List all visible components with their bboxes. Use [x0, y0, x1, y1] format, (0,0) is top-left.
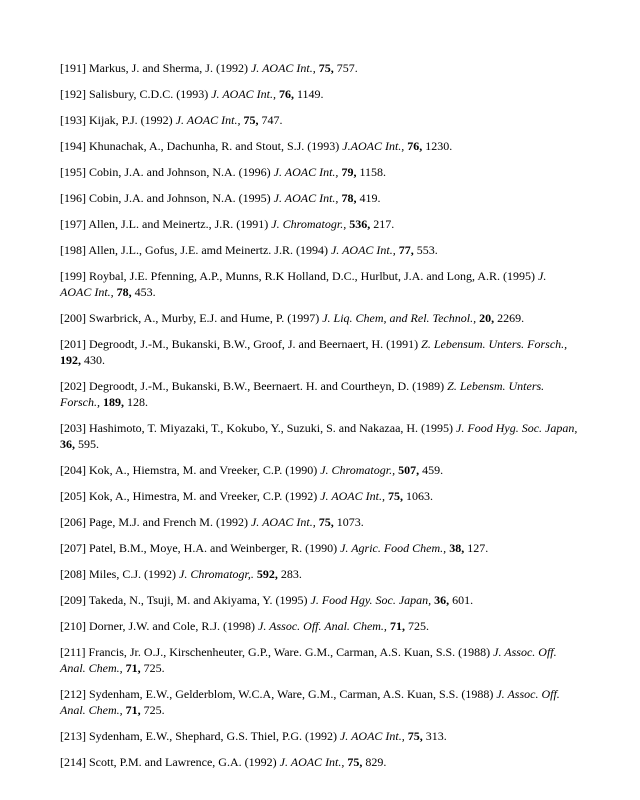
reference-item: [60, 728, 580, 744]
reference-pages: 313.: [422, 729, 447, 743]
reference-authors: [211] Francis, Jr. O.J., Kirschenheuter, G.P., Ware. G.M., Carman, A.S. Kuan, S.S. (1988): [60, 645, 494, 659]
reference-volume: 71,: [386, 619, 405, 633]
reference-item: [60, 336, 580, 368]
reference-journal: J. AOAC Int.,: [250, 515, 316, 529]
reference-journal: J. AOAC Int.,: [330, 243, 396, 257]
reference-item: [60, 112, 580, 128]
reference-authors: [193] Kijak, P.J. (1992): [60, 113, 176, 127]
reference-pages: 1063.: [402, 489, 433, 503]
reference-volume: 36,: [60, 437, 75, 451]
reference-item: [60, 190, 580, 206]
reference-volume: 507,: [395, 463, 420, 477]
reference-authors: [207] Patel, B.M., Moye, H.A. and Weinberger, R. (1990): [60, 541, 341, 555]
reference-volume: 77,: [395, 243, 414, 257]
reference-item: [60, 216, 580, 232]
reference-item: [60, 164, 580, 180]
reference-item: [60, 268, 580, 300]
reference-authors: [204] Kok, A., Hiemstra, M. and Vreeker, C.P. (1990): [60, 463, 321, 477]
reference-journal: J. Chromatogr.,: [271, 217, 347, 231]
reference-authors: [195] Cobin, J.A. and Johnson, N.A. (1996): [60, 165, 274, 179]
reference-volume: 75,: [344, 755, 363, 769]
reference-authors: [196] Cobin, J.A. and Johnson, N.A. (1995): [60, 191, 274, 205]
reference-item: [60, 592, 580, 608]
reference-item: [60, 618, 580, 634]
reference-authors: [209] Takeda, N., Tsuji, M. and Akiyama, Y. (1995): [60, 593, 311, 607]
reference-journal: J. Food Hgy. Soc. Japan,: [310, 593, 432, 607]
reference-volume: 79,: [338, 165, 357, 179]
reference-journal: J. AOAC Int.,: [339, 729, 405, 743]
reference-journal: J. Assoc. Off. Anal. Chem.,: [60, 687, 560, 717]
reference-item: [60, 462, 580, 478]
reference-pages: 453.: [131, 285, 156, 299]
reference-journal: J. Food Hyg. Soc. Japan,: [456, 421, 578, 435]
reference-volume: 76,: [276, 87, 294, 101]
reference-item: [60, 644, 580, 676]
reference-authors: [197] Allen, J.L. and Meinertz., J.R. (1991): [60, 217, 272, 231]
reference-pages: 459.: [419, 463, 444, 477]
reference-journal: J. AOAC Int.,: [273, 165, 339, 179]
reference-journal: J. Chromatogr,.: [179, 567, 254, 581]
reference-authors: [202] Degroodt, J.-M., Bukanski, B.W., Beernaert. H. and Courtheyn, D. (1989): [60, 379, 448, 393]
reference-pages: 601.: [449, 593, 474, 607]
reference-item: [60, 60, 580, 76]
reference-authors: [200] Swarbrick, A., Murby, E.J. and Hume, P. (1997): [60, 311, 323, 325]
reference-pages: 419.: [356, 191, 381, 205]
reference-volume: 38,: [446, 541, 465, 555]
reference-journal: J. Chromatogr.,: [320, 463, 396, 477]
reference-authors: [192] Salisbury, C.D.C. (1993): [60, 87, 212, 101]
reference-pages: 757.: [333, 61, 358, 75]
reference-authors: [203] Hashimoto, T. Miyazaki, T., Kokubo, Y., Suzuki, S. and Nakazaa, H. (1995): [60, 421, 457, 435]
reference-authors: [191] Markus, J. and Sherma, J. (1992): [60, 61, 251, 75]
reference-item: [60, 686, 580, 718]
reference-pages: 128.: [124, 395, 148, 409]
reference-pages: 553.: [413, 243, 438, 257]
reference-volume: 75,: [315, 515, 334, 529]
reference-pages: 595.: [75, 437, 99, 451]
reference-item: [60, 514, 580, 530]
reference-authors: [214] Scott, P.M. and Lawrence, G.A. (1992): [60, 755, 280, 769]
reference-pages: 430.: [81, 353, 105, 367]
reference-list: [60, 60, 580, 780]
reference-volume: 75,: [315, 61, 334, 75]
reference-pages: 2269.: [494, 311, 525, 325]
reference-authors: [198] Allen, J.L., Gofus, J.E. amd Meinertz. J.R. (1994): [60, 243, 331, 257]
reference-item: [60, 242, 580, 258]
reference-item: [60, 420, 580, 452]
reference-journal: J. AOAC Int.,: [250, 61, 316, 75]
reference-journal: J. Assoc. Off. Anal. Chem.,: [258, 619, 387, 633]
reference-volume: 75,: [404, 729, 423, 743]
reference-authors: [206] Page, M.J. and French M. (1992): [60, 515, 251, 529]
reference-pages: 1230.: [422, 139, 453, 153]
reference-item: [60, 310, 580, 326]
reference-authors: [210] Dorner, J.W. and Cole, R.J. (1998): [60, 619, 259, 633]
reference-pages: 725.: [140, 661, 165, 675]
reference-pages: 1158.: [356, 165, 386, 179]
reference-volume: 78,: [113, 285, 132, 299]
reference-item: [60, 138, 580, 154]
reference-volume: 75,: [240, 113, 259, 127]
reference-pages: 829.: [362, 755, 387, 769]
reference-item: [60, 86, 580, 102]
reference-authors: [208] Miles, C.J. (1992): [60, 567, 179, 581]
reference-volume: 75,: [384, 489, 403, 503]
reference-authors: [201] Degroodt, J.-M., Bukanski, B.W., Groof, J. and Beernaert, H. (1991): [60, 337, 422, 351]
reference-pages: 283.: [277, 567, 302, 581]
reference-authors: [194] Khunachak, A., Dachunha, R. and Stout, S.J. (1993): [60, 139, 343, 153]
reference-authors: [205] Kok, A., Himestra, M. and Vreeker, C.P. (1992): [60, 489, 321, 503]
reference-volume: 189,: [100, 395, 124, 409]
reference-pages: 747.: [258, 113, 283, 127]
reference-item: [60, 566, 580, 582]
reference-volume: 192,: [60, 353, 81, 367]
reference-journal: J. AOAC Int.,: [320, 489, 385, 503]
reference-journal: J. Assoc. Off. Anal. Chem.,: [60, 645, 557, 675]
reference-pages: 725.: [404, 619, 429, 633]
reference-pages: 217.: [370, 217, 395, 231]
reference-item: [60, 488, 580, 504]
reference-journal: Z. Lebensum. Unters. Forsch.,: [421, 337, 568, 351]
reference-authors: [213] Sydenham, E.W., Shephard, G.S. Thiel, P.G. (1992): [60, 729, 340, 743]
reference-authors: [199] Roybal, J.E. Pfenning, A.P., Munns, R.K Holland, D.C., Hurlbut, J.A. and Long, A.R. (1995): [60, 269, 538, 283]
reference-journal: J. AOAC Int.,: [211, 87, 276, 101]
reference-journal: J. AOAC Int.,: [175, 113, 241, 127]
reference-journal: J. Liq. Chem, and Rel. Technol.,: [322, 311, 477, 325]
reference-volume: 76,: [404, 139, 423, 153]
reference-item: [60, 540, 580, 556]
reference-item: [60, 754, 580, 770]
reference-journal: J.AOAC Int.,: [342, 139, 405, 153]
reference-authors: [212] Sydenham, E.W., Gelderblom, W.C.A, Ware, G.M., Carman, A.S. Kuan, S.S. (1988): [60, 687, 497, 701]
reference-journal: J. AOAC Int.,: [60, 269, 547, 299]
reference-volume: 71,: [122, 661, 141, 675]
reference-volume: 78,: [338, 191, 357, 205]
reference-volume: 20,: [476, 311, 495, 325]
reference-pages: 1149.: [294, 87, 324, 101]
reference-pages: 725.: [140, 703, 165, 717]
reference-pages: 1073.: [333, 515, 364, 529]
reference-volume: 592,: [253, 567, 278, 581]
reference-journal: J. Agric. Food Chem.,: [340, 541, 447, 555]
reference-journal: J. AOAC Int.,: [273, 191, 339, 205]
reference-volume: 71,: [122, 703, 141, 717]
reference-item: [60, 378, 580, 410]
reference-pages: 127.: [464, 541, 489, 555]
reference-journal: J. AOAC Int.,: [279, 755, 345, 769]
reference-journal: Z. Lebensm. Unters. Forsch.,: [60, 379, 545, 409]
reference-volume: 36,: [431, 593, 450, 607]
reference-volume: 536,: [346, 217, 371, 231]
